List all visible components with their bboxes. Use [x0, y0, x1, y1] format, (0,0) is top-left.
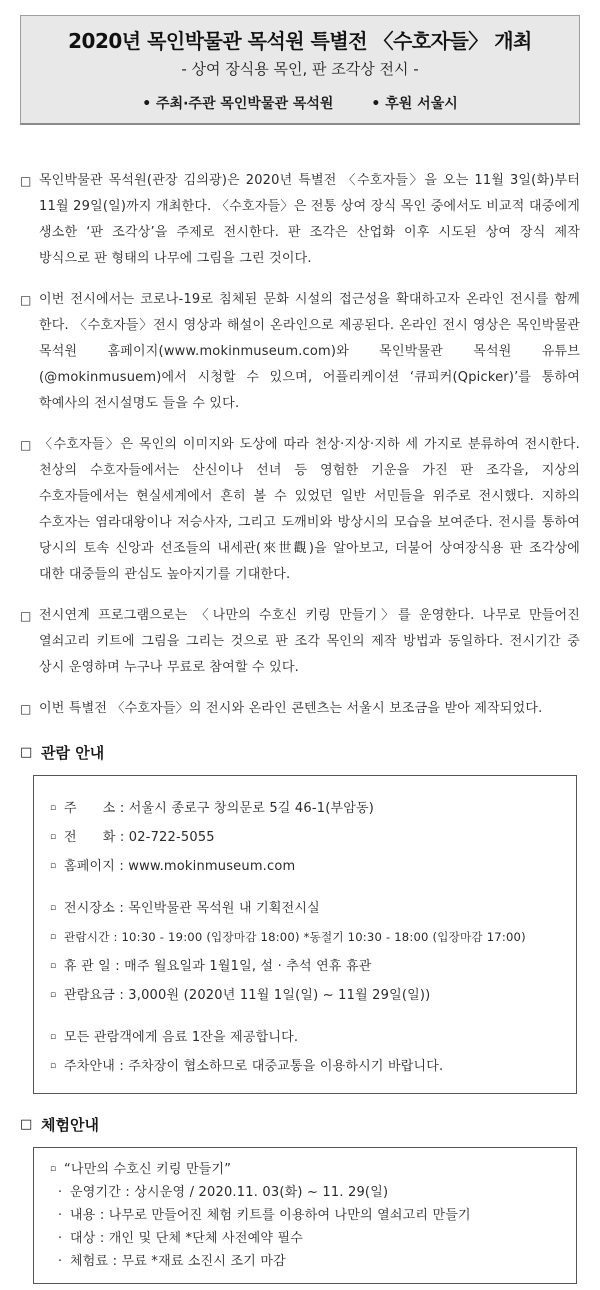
- drink-note-line: [50, 1023, 562, 1052]
- program-fee-text: 체험료 : 무료 *재료 소진시 조기 마감: [70, 1254, 286, 1269]
- square-bullet-icon: ▫: [50, 990, 57, 1000]
- contact-group: [50, 794, 562, 881]
- exhibition-details-group: [50, 894, 562, 1010]
- square-bullet-icon: ▫: [50, 961, 57, 971]
- checkbox-bullet-icon: □: [20, 438, 32, 452]
- venue-line: [50, 894, 562, 923]
- notes-group: [50, 1023, 562, 1081]
- paragraph-5: [20, 696, 580, 722]
- paragraph-2: [20, 287, 580, 417]
- program-content-line: [50, 1204, 562, 1227]
- program-fee-line: [50, 1250, 562, 1273]
- visit-info-box: [33, 775, 577, 1094]
- closed-days-text: 휴 관 일 : 매주 월요일과 1월1일, 설 · 추석 연휴 휴관: [64, 959, 372, 974]
- document-subtitle: - 상여 장식용 목인, 판 조각상 전시 -: [181, 60, 419, 78]
- dot-bullet-icon: ·: [58, 1208, 63, 1223]
- homepage-text: 홈페이지 : www.mokinmuseum.com: [64, 859, 296, 874]
- hours-text: 관람시간 : 10:30 - 19:00 (입장마감 18:00) *동절기 10:30 - 18:00 (입장마감 17:00): [64, 930, 526, 944]
- parking-note-line: [50, 1052, 562, 1081]
- paragraph-text: 이번 특별전 〈수호자들〉의 전시와 온라인 콘텐츠는 서울시 보조금을 받아 제작되었다.: [39, 701, 543, 716]
- dot-bullet-icon: ·: [58, 1231, 63, 1246]
- address-text: 주 소 : 서울시 종로구 창의문로 5길 46-1(부암동): [64, 801, 375, 816]
- host-label: • 주최·주관 목인박물관 목석원: [142, 96, 334, 112]
- header-box: [20, 15, 580, 125]
- drink-note-text: 모든 관람객에게 음료 1잔을 제공합니다.: [64, 1030, 299, 1045]
- program-period-text: 운영기간 : 상시운영 / 2020.11. 03(화) ~ 11. 29(일): [70, 1185, 389, 1200]
- paragraph-1: [20, 168, 580, 272]
- checkbox-bullet-icon: □: [20, 702, 32, 716]
- program-content-text: 내용 : 나무로 만들어진 체험 키트를 이용하여 나만의 열쇠고리 만들기: [70, 1208, 471, 1223]
- program-target-text: 대상 : 개인 및 단체 *단체 사전예약 필수: [70, 1231, 303, 1246]
- paragraph-text: 이번 전시에서는 코로나-19로 침체된 문화 시설의 접근성을 확대하고자 온라인 전시를 함께 한다. 〈수호자들〉전시 영상과 해설이 온라인으로 제공된다. 온라인 전시 영상은 목인박물관 목석원 홈페이지(www.mokinmuseum.com)와 목인박물관 목석원 유튜브(@mokinmusuem)에서 시청할 수 있으며, 어플리케이션 ‘큐피커(Qpicker)’를 통하여 학예사의 전시설명도 들을 수 있다.: [39, 292, 580, 411]
- venue-text: 전시장소 : 목인박물관 목석원 내 기획전시실: [64, 901, 320, 916]
- hours-line: [50, 923, 562, 952]
- organizer-row: [21, 93, 579, 113]
- experience-info-heading: [20, 1114, 580, 1135]
- paragraph-text: 전시연계 프로그램으로는 〈나만의 수호신 키링 만들기〉를 운영한다. 나무로 만들어진 열쇠고리 키트에 그림을 그리는 것으로 판 조각 목인의 제작 방법과 동일하다. 전시기간 중 상시 운영하며 누구나 무료로 참여할 수 있다.: [39, 608, 580, 675]
- checkbox-bullet-icon: □: [20, 174, 32, 188]
- square-bullet-icon: ▫: [50, 932, 57, 942]
- visit-info-heading: [20, 742, 580, 763]
- checkbox-bullet-icon: □: [20, 293, 32, 307]
- sponsor-label: • 후원 서울시: [371, 96, 458, 112]
- phone-line: [50, 823, 562, 852]
- square-bullet-icon: ▫: [50, 1032, 57, 1042]
- square-bullet-icon: ▫: [50, 1164, 57, 1174]
- square-bullet-icon: ▫: [50, 832, 57, 842]
- square-bullet-icon: ▫: [50, 861, 57, 871]
- admission-text: 관람요금 : 3,000원 (2020년 11월 1일(일) ~ 11월 29일(일)): [64, 988, 431, 1003]
- admission-line: [50, 981, 562, 1010]
- program-title-text: “나만의 수호신 키링 만들기”: [64, 1162, 232, 1177]
- address-line: [50, 794, 562, 823]
- program-target-line: [50, 1227, 562, 1250]
- square-bullet-icon: ▫: [50, 1061, 57, 1071]
- paragraph-text: 목인박물관 목석원(관장 김의광)은 2020년 특별전 〈수호자들〉을 오는 11월 3일(화)부터 11월 29일(일)까지 개최한다. 〈수호자들〉은 전통 상여 장식 목인 중에서도 비교적 대중에게 생소한 ‘판 조각상’을 주제로 전시한다. 판 조각은 산업화 이후 시도된 상여 장식 제작 방식으로 판 형태의 나무에 그림을 그린 것이다.: [39, 173, 580, 266]
- experience-info-heading-label: 체험안내: [41, 1116, 99, 1134]
- document-body: [20, 168, 580, 1284]
- visit-info-heading-label: 관람 안내: [41, 744, 105, 762]
- checkbox-bullet-icon: □: [20, 745, 33, 760]
- paragraph-text: 〈수호자들〉은 목인의 이미지와 도상에 따라 천상·지상·지하 세 가지로 분류하여 전시한다. 천상의 수호자들에서는 산신이나 선녀 등 영험한 기운을 가진 판 조각을, 지상의 수호자들에서는 현실세계에서 흔히 볼 수 있었던 일반 서민들을 위주로 전시했다. 지하의 수호자는 염라대왕이나 저승사자, 그리고 도깨비와 방상시의 모습을 보여준다. 전시를 통하여 당시의 토속 신앙과 선조들의 내세관(來世觀)을 알아보고, 더불어 상여장식용 판 조각상에 대한 대중들의 관심도 높아지기를 기대한다.: [39, 437, 580, 582]
- experience-info-box: [33, 1147, 577, 1284]
- dot-bullet-icon: ·: [58, 1254, 63, 1269]
- homepage-line: [50, 852, 562, 881]
- closed-days-line: [50, 952, 562, 981]
- phone-text: 전 화 : 02-722-5055: [64, 830, 215, 845]
- program-period-line: [50, 1181, 562, 1204]
- paragraph-4: [20, 603, 580, 681]
- paragraph-3: [20, 432, 580, 588]
- checkbox-bullet-icon: □: [20, 609, 32, 623]
- dot-bullet-icon: ·: [58, 1185, 63, 1200]
- document-title: 2020년 목인박물관 목석원 특별전 〈수호자들〉 개최: [68, 29, 532, 53]
- checkbox-bullet-icon: □: [20, 1117, 33, 1132]
- parking-note-text: 주차안내 : 주차장이 협소하므로 대중교통을 이용하시기 바랍니다.: [64, 1059, 444, 1074]
- square-bullet-icon: ▫: [50, 903, 57, 913]
- program-title-line: [50, 1158, 562, 1181]
- square-bullet-icon: ▫: [50, 803, 57, 813]
